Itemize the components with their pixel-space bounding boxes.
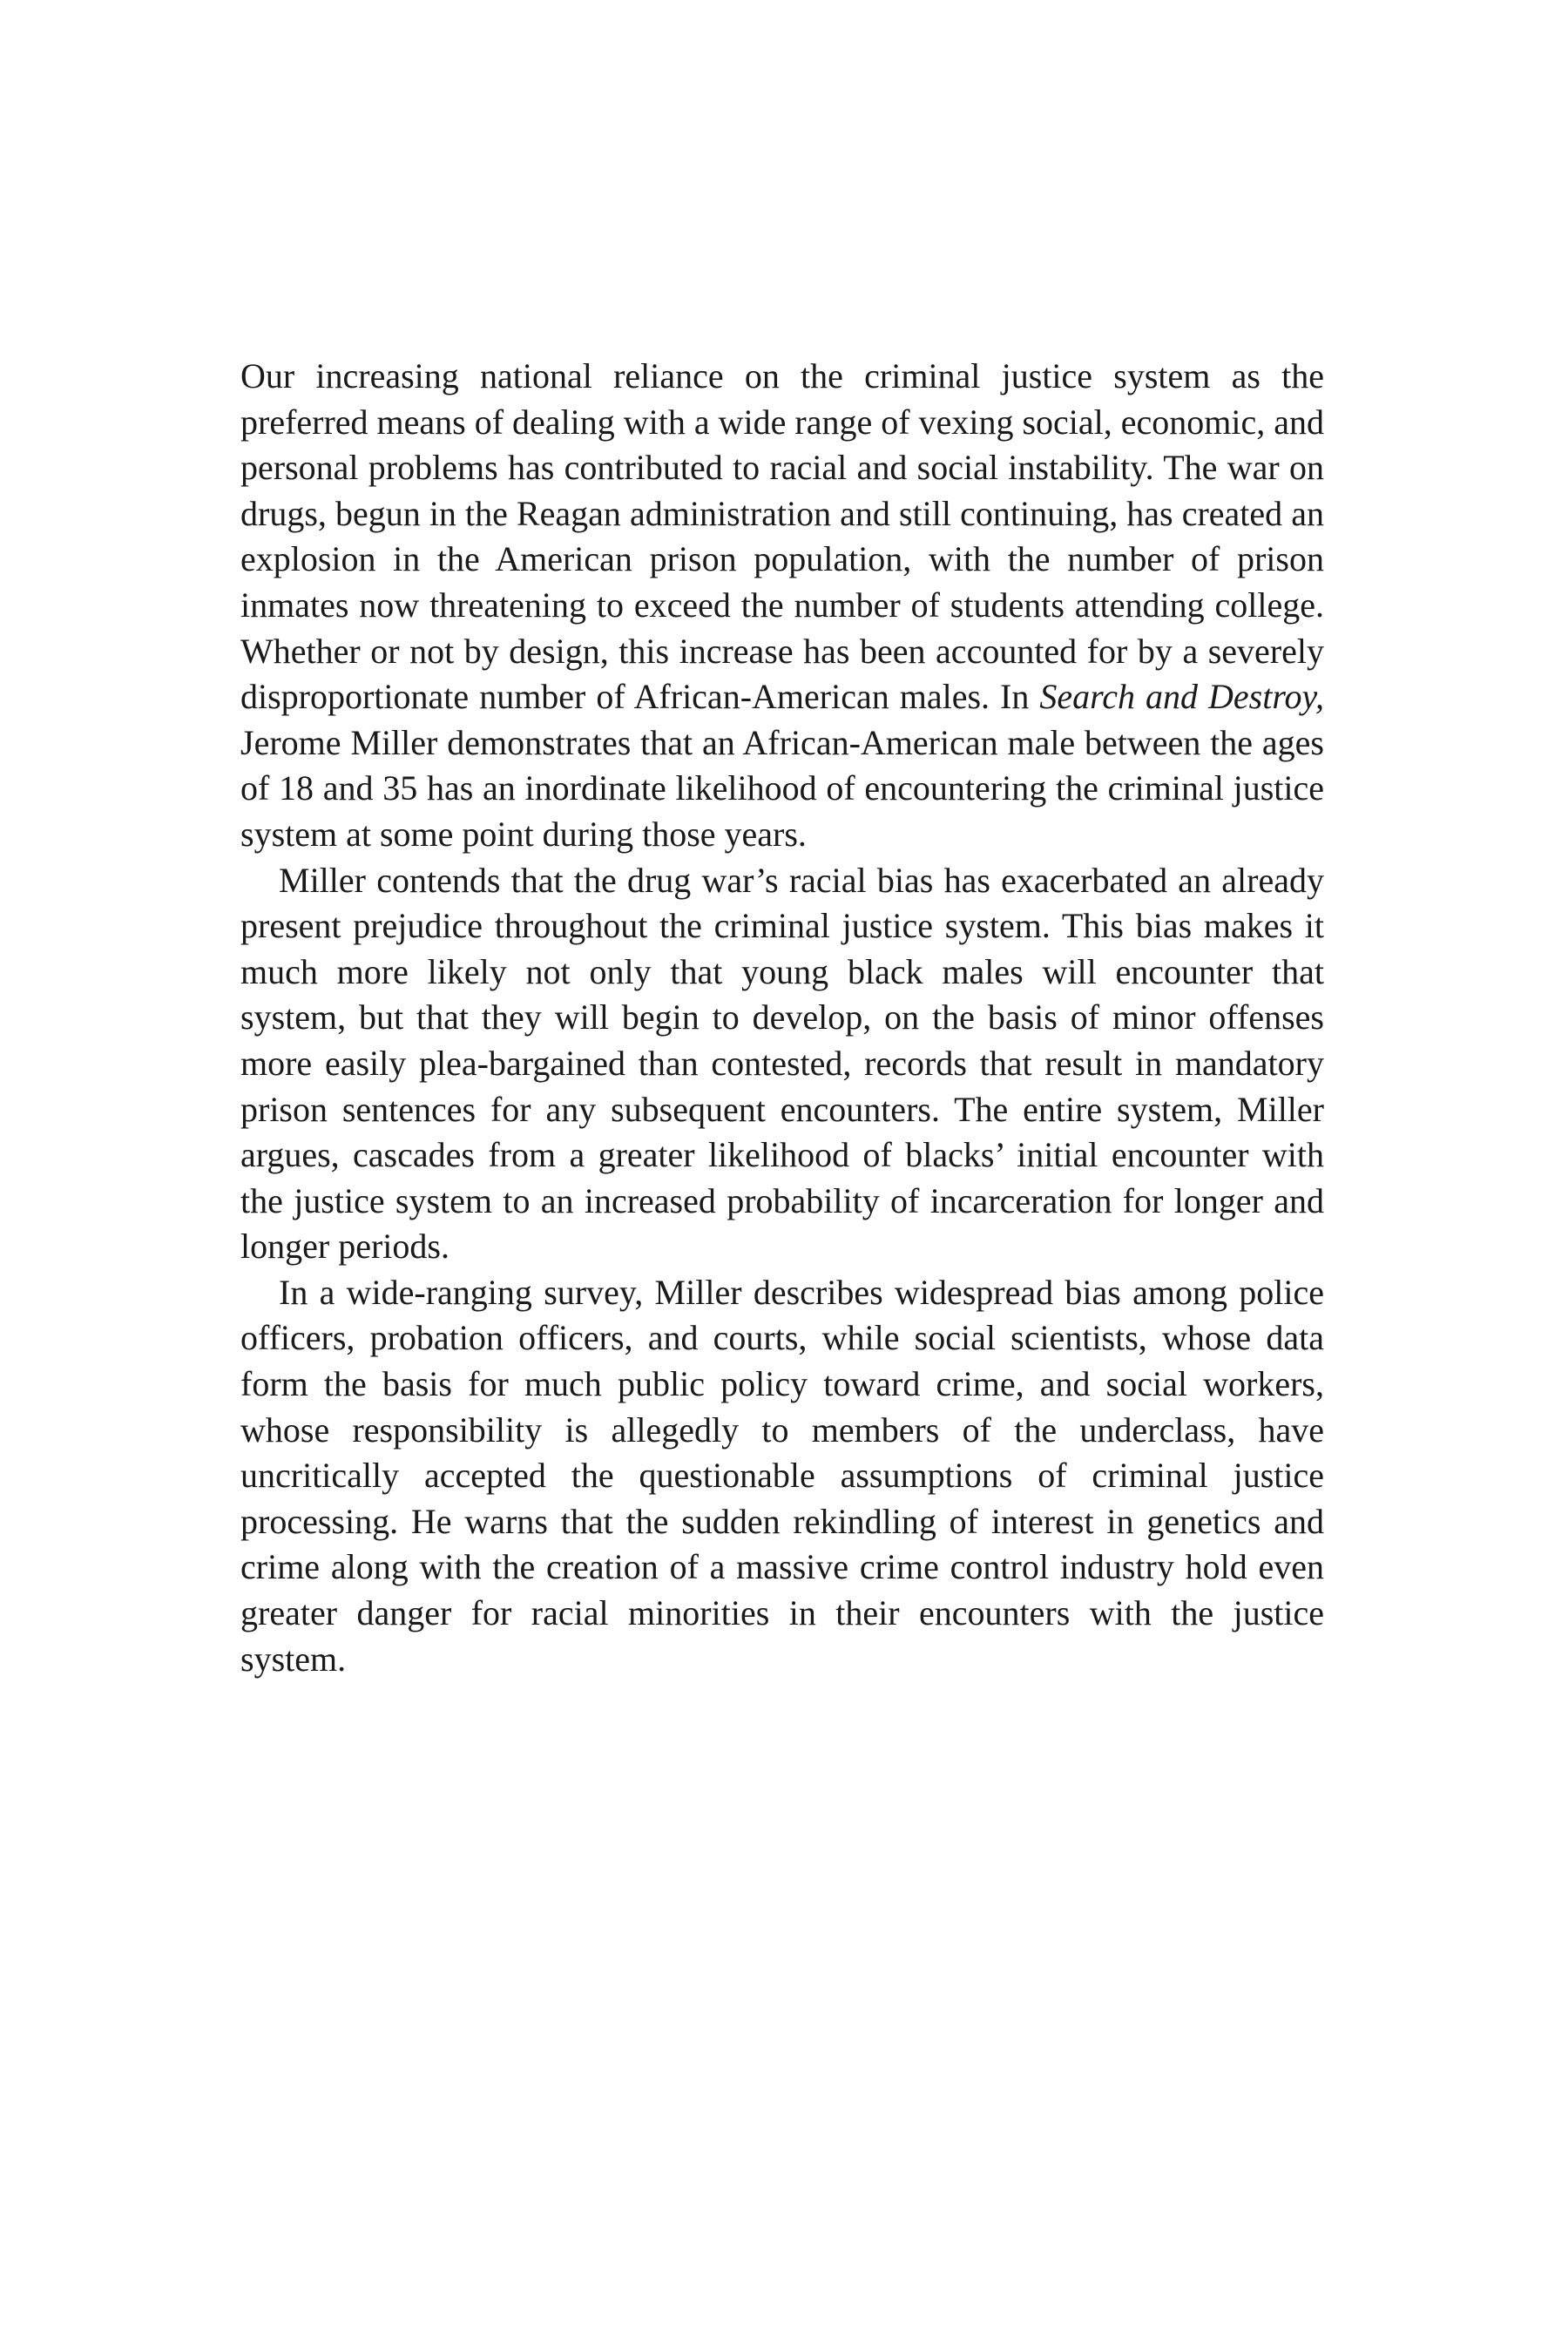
- paragraph-1-text-b: Jerome Miller demonstrates that an African-American male between the ages of 18 and 35 has an inordinate likelihood of encountering the criminal justice system at some point during those years.: [240, 722, 1324, 854]
- paragraph-1-text-a: Our increasing national reliance on the criminal justice system as the preferred means of dealing with a wide range of vexing social, economic, and personal problems has contributed to racial and social instability. The war on drugs, begun in the Reagan administration and still continuing, has created an explosion in the American prison population, with the number of prison inmates now threatening to exceed the number of students attending college. Whether or not by design, this increase has been accounted for by a severely disproportionate number of African-American males. In: [240, 356, 1324, 717]
- paragraph-2-text: Miller contends that the drug war’s racial bias has exacerbated an already present prejudice throughout the criminal justice system. This bias makes it much more likely not only that young black males will encounter that system, but that they will begin to develop, on the basis of minor offenses more easily plea-bargained than contested, records that result in mandatory prison sentences for any subsequent encounters. The entire system, Miller argues, cascades from a greater likelihood of blacks’ initial encounter with the justice system to an increased probability of incarceration for longer and longer periods.: [240, 860, 1324, 1267]
- paragraph-2: [240, 858, 1324, 1270]
- paragraph-3-text: In a wide-ranging survey, Miller describes widespread bias among police officers, probation officers, and courts, while social scientists, whose data form the basis for much public policy toward crime, and social workers, whose responsibility is allegedly to members of the underclass, have uncritically accepted the questionable assumptions of criminal justice processing. He warns that the sudden rekindling of interest in genetics and crime along with the creation of a massive crime control industry hold even greater danger for racial minorities in their encounters with the justice system.: [240, 1272, 1324, 1679]
- paragraph-3: [240, 1270, 1324, 1682]
- paragraph-1: [240, 354, 1324, 858]
- book-title-search-and-destroy: Search and Destroy,: [1039, 677, 1324, 717]
- body-text: [240, 354, 1324, 1682]
